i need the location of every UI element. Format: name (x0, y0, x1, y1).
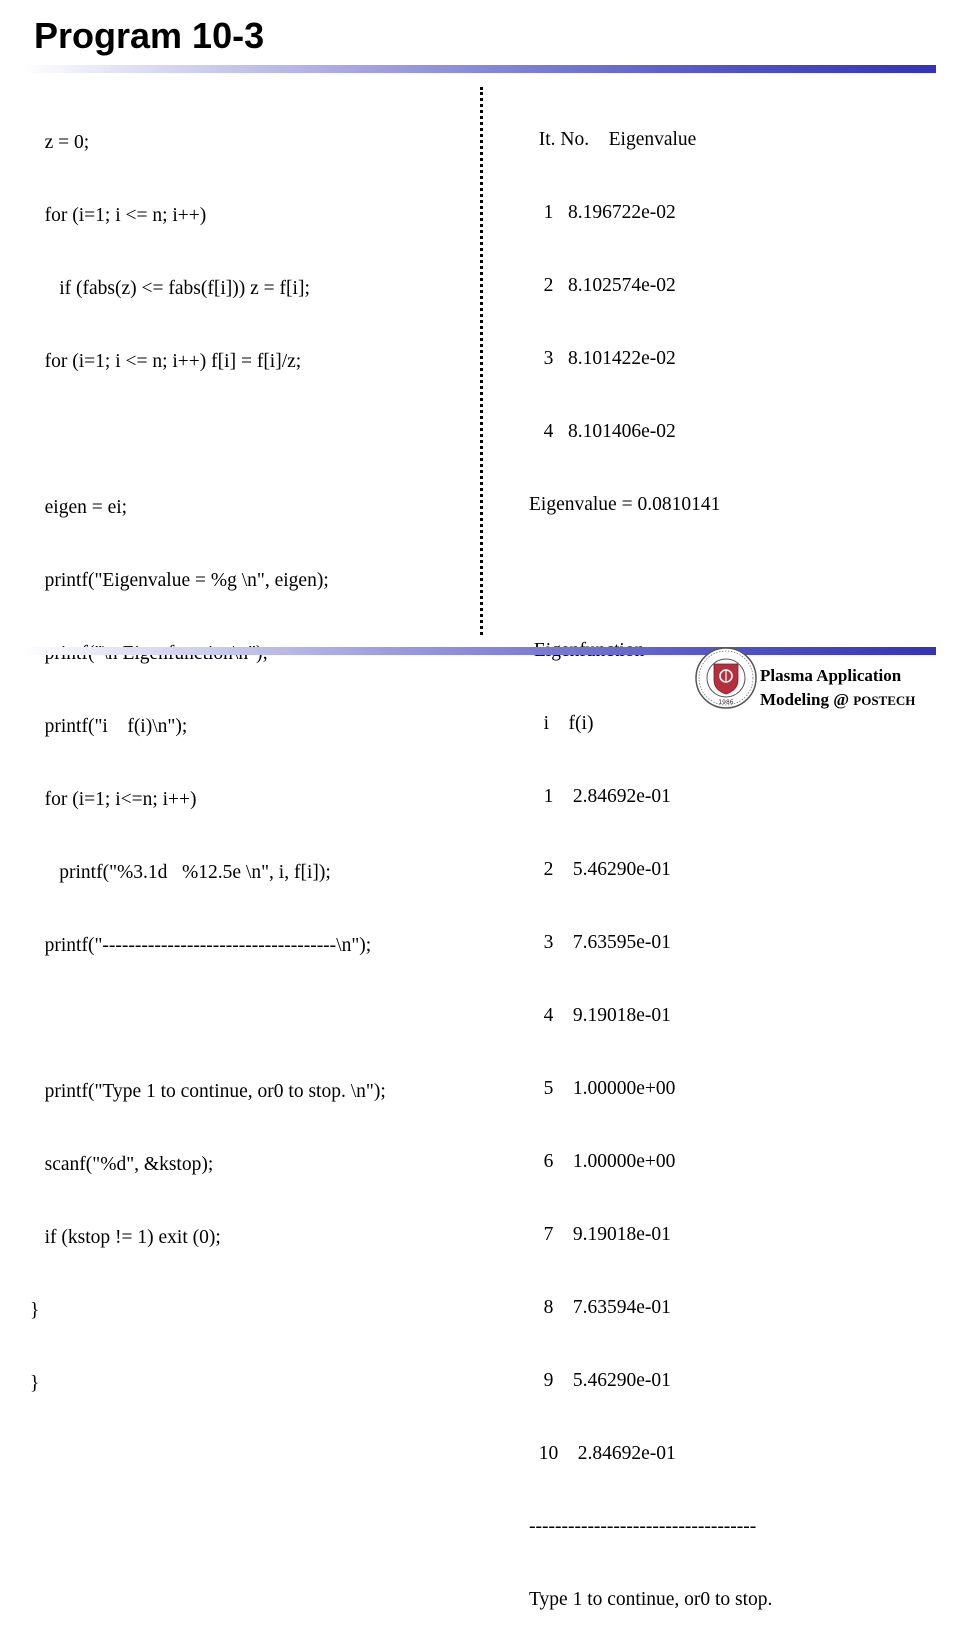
output-line: ----------------------------------- (529, 1516, 757, 1537)
code-line: printf("%3.1d %12.5e \n", i, f[i]); (30, 862, 331, 883)
code-line: if (kstop != 1) exit (0); (30, 1227, 221, 1248)
bottom-gradient-bar (22, 647, 936, 655)
output-line: Type 1 to continue, or0 to stop. (529, 1589, 773, 1610)
slide-title: Program 10-3 (34, 15, 265, 56)
code-line: eigen = ei; (30, 497, 128, 518)
code-line: } (30, 1300, 40, 1321)
output-line: 8 7.63594e-01 (529, 1297, 671, 1318)
output-line: 2 5.46290e-01 (529, 859, 671, 880)
code-line: } (30, 1373, 40, 1394)
code-line: printf("Type 1 to continue, or0 to stop. \n"); (30, 1081, 386, 1102)
code-line: printf("------------------------------------\n"); (30, 935, 372, 956)
output-line: 5 1.00000e+00 (529, 1078, 676, 1099)
code-line (30, 1004, 386, 1033)
output-line: Eigenvalue = 0.0810141 (529, 494, 721, 515)
code-line (30, 420, 386, 449)
code-line: if (fabs(z) <= fabs(f[i])) z = f[i]; (30, 278, 310, 299)
code-line: for (i=1; i<=n; i++) (30, 789, 197, 810)
footer-caption (760, 664, 915, 713)
footer-line-2-small: POSTECH (853, 693, 916, 708)
code-line: z = 0; (30, 132, 90, 153)
footer-line-1: Plasma Application (760, 666, 902, 685)
output-line: 1 2.84692e-01 (529, 786, 671, 807)
output-line: i f(i) (529, 713, 594, 734)
output-line: It. No. Eigenvalue (529, 129, 697, 150)
logo-year: 1986 (718, 699, 734, 706)
output-line: 4 9.19018e-01 (529, 1005, 671, 1026)
output-line: 4 8.101406e-02 (529, 421, 676, 442)
footer-line-2-main: Modeling @ (760, 690, 854, 709)
output-line (529, 563, 772, 592)
program-output (529, 81, 772, 1636)
code-line: scanf("%d", &kstop); (30, 1154, 214, 1175)
output-line: 9 5.46290e-01 (529, 1370, 671, 1391)
output-line: 6 1.00000e+00 (529, 1151, 676, 1172)
code-line: for (i=1; i <= n; i++) (30, 205, 207, 226)
output-line: 2 8.102574e-02 (529, 275, 676, 296)
code-line: for (i=1; i <= n; i++) f[i] = f[i]/z; (30, 351, 302, 372)
code-line: printf("i f(i)\n"); (30, 716, 188, 737)
footer-line-2 (760, 688, 915, 713)
code-listing (30, 84, 386, 1420)
output-line: 3 7.63595e-01 (529, 932, 671, 953)
top-gradient-bar (22, 65, 936, 73)
output-line: 10 2.84692e-01 (529, 1443, 676, 1464)
output-line: 3 8.101422e-02 (529, 348, 676, 369)
university-seal-icon (694, 646, 758, 710)
output-line: 7 9.19018e-01 (529, 1224, 671, 1245)
output-line: 1 8.196722e-02 (529, 202, 676, 223)
dotted-divider (480, 87, 483, 635)
code-line: printf("Eigenvalue = %g \n", eigen); (30, 570, 329, 591)
